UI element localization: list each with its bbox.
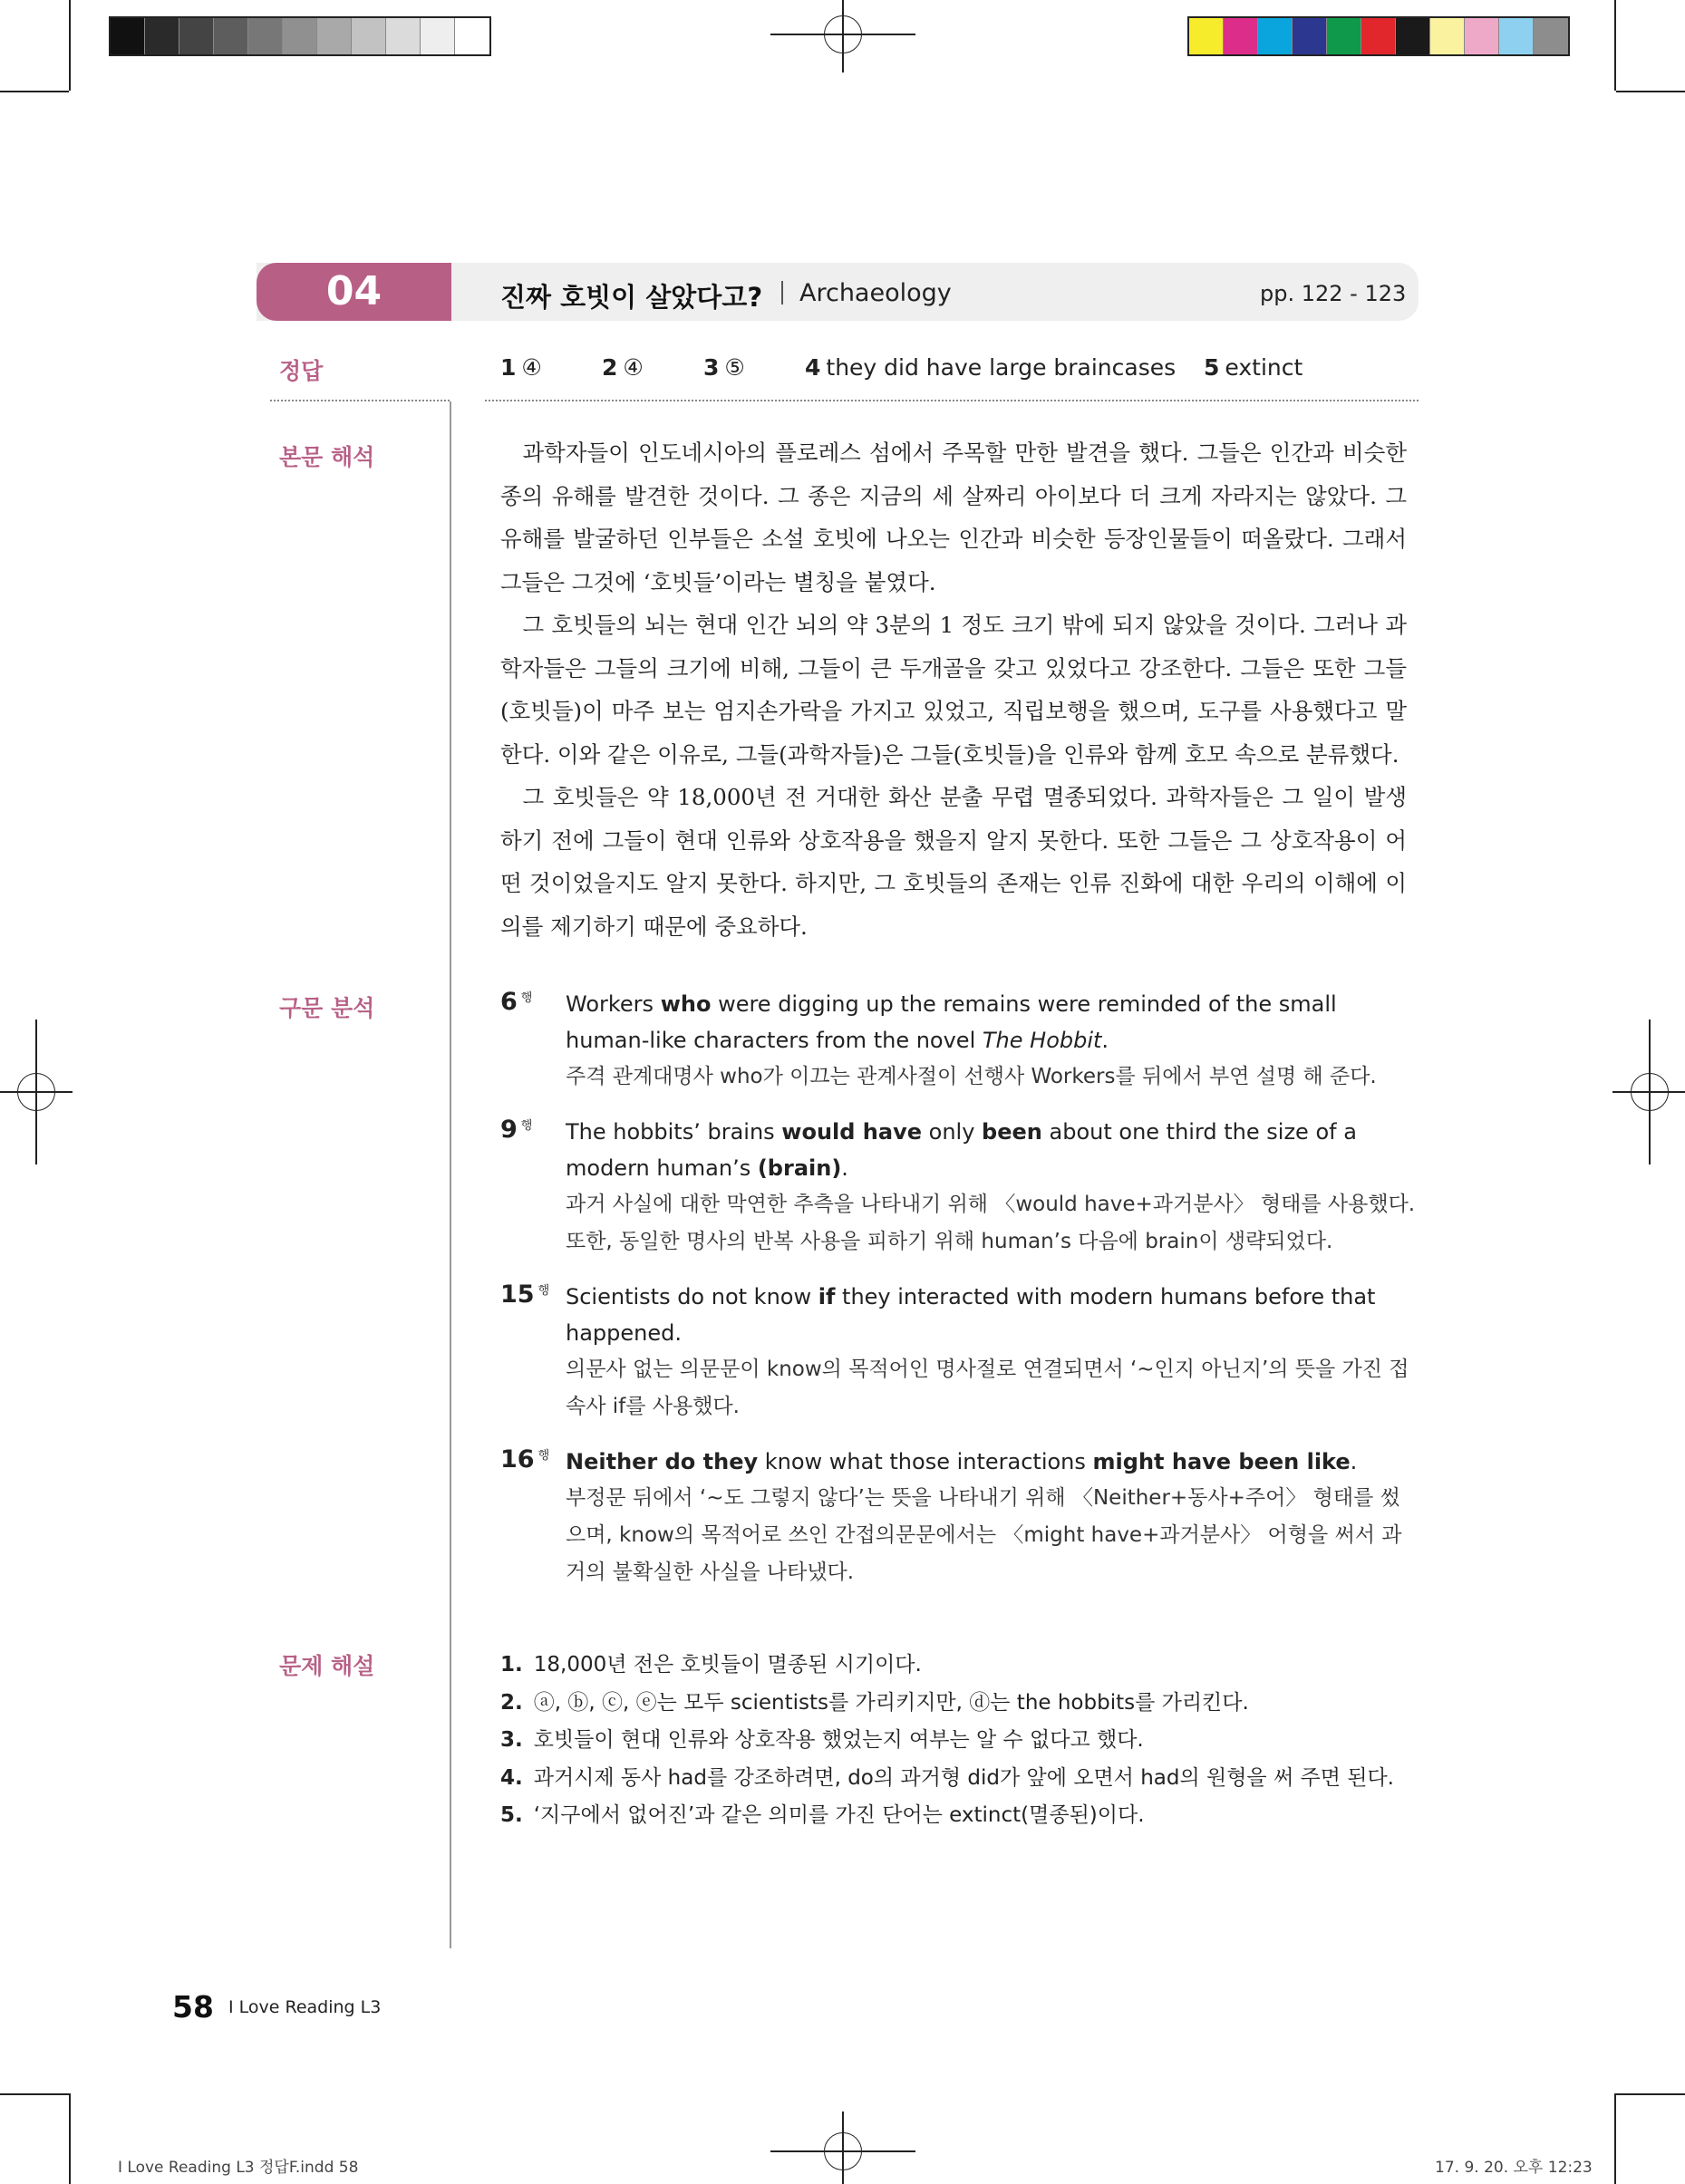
explanation-item: 4. 과거시제 동사 had를 강조하려면, do의 과거형 did가 앞에 오면서 had의 원형을 써 주면 된다. (500, 1765, 1394, 1790)
translation-body (500, 431, 1407, 948)
color-swatch (317, 18, 352, 54)
color-swatch (386, 18, 421, 54)
syntax-item (500, 1114, 1416, 1261)
syntax-item (500, 986, 1416, 1096)
answer-item: 1 ④ (500, 354, 542, 381)
explanation-label: 문제 해설 (279, 1653, 375, 1679)
page-number: 58 (172, 1989, 214, 2025)
color-swatch (1465, 18, 1499, 54)
gray-color-bar (109, 16, 491, 56)
answer-item: 5 extinct (1204, 354, 1303, 381)
color-swatch (1534, 18, 1568, 54)
color-swatch (455, 18, 489, 54)
line-reference: 16 $^행$ (500, 1445, 550, 1474)
color-swatch (248, 18, 283, 54)
crop-mark (69, 2093, 71, 2184)
korean-explanation: 또한, 동일한 명사의 반복 사용을 피하기 위해 human’s 다음에 brain이 생략되었다. (566, 1230, 1333, 1253)
chapter-title: 진짜 호빗이 살았다고? (500, 282, 763, 313)
print-file-name: I Love Reading L3 정답F.indd 58 (118, 2159, 359, 2177)
translation-paragraph: 그 호빗들은 약 18,000년 전 거대한 화산 분출 무렵 멸종되었다. 과학자들은 그 일이 발생하기 전에 그들이 현대 인류와 상호작용을 했을지 알지 못한다. 또한 그들은 그 상호작용이 어떤 것이었을지도 알지 못한다. 하지만, 그 호빗들의 존재는 인류 진화에 대한 우리의 이해에 이의를 제기하기 때문에 중요하다. (500, 784, 1407, 940)
color-swatch (179, 18, 214, 54)
explanation-item: 2. ⓐ, ⓑ, ⓒ, ⓔ는 모두 scientists를 가리키지만, ⓓ는 the hobbits를 가리킨다. (500, 1690, 1249, 1715)
translation-paragraph: 과학자들이 인도네시아의 플로레스 섬에서 주목할 만한 발견을 했다. 그들은 인간과 비슷한 종의 유해를 발견한 것이다. 그 종은 지금의 세 살짜리 아이보다 더 크게 자라지는 않았다. 그 유해를 발굴하던 인부들은 소설 호빗에 나오는 인간과 비슷한 등장인물들이 떠올랐다. 그래서 그들은 그것에 ‘호빗들’이라는 별칭을 붙였다. (500, 440, 1407, 595)
color-swatch (1293, 18, 1327, 54)
color-swatch (283, 18, 317, 54)
color-swatch (1499, 18, 1534, 54)
korean-explanation: 의문사 없는 의문문이 know의 목적어인 명사절로 연결되면서 ‘~인지 아닌지’의 뜻을 가진 접속사 if를 사용했다. (566, 1358, 1409, 1418)
crop-mark (0, 91, 69, 92)
print-timestamp: 17. 9. 20. 오후 12:23 (1435, 2159, 1593, 2177)
korean-explanation: 부정문 뒤에서 ‘~도 그렇지 않다’는 뜻을 나타내기 위해 〈Neither+동사+주어〉 형태를 썼으며, know의 목적어로 쓰인 간접의문문에서는 〈might have+과거분사〉 어형을 써서 과거의 불확실한 사실을 나타냈다. (566, 1486, 1402, 1584)
crop-mark (1616, 91, 1685, 92)
book-title: I Love Reading L3 (228, 1997, 382, 2017)
syntax-label: 구문 분석 (279, 995, 375, 1021)
line-reference: 15 $^행$ (500, 1280, 550, 1309)
color-swatch (421, 18, 455, 54)
answer-item: 3 ⑤ (703, 354, 745, 381)
line-reference: 6 $^행$ (500, 988, 533, 1016)
process-color-bar (1187, 16, 1570, 56)
title-divider (781, 281, 783, 304)
color-swatch (1327, 18, 1361, 54)
explanation-item: 3. 호빗들이 현대 인류와 상호작용 했었는지 여부는 알 수 없다고 했다. (500, 1728, 1144, 1752)
color-swatch (1430, 18, 1465, 54)
crop-mark (1614, 0, 1616, 91)
color-swatch (1189, 18, 1224, 54)
korean-explanation: 과거 사실에 대한 막연한 추측을 나타내기 위해 〈would have+과거분사〉 형태를 사용했다. (566, 1193, 1416, 1216)
column-divider (450, 401, 451, 1948)
crop-mark (1616, 2093, 1685, 2095)
color-swatch (111, 18, 145, 54)
english-sentence: Scientists do not know if they interacted with modern humans before that happened. (566, 1284, 1376, 1346)
translation-label: 본문 해석 (279, 444, 375, 470)
answers-label: 정답 (279, 358, 324, 384)
chapter-subject: Archaeology (799, 279, 952, 307)
english-sentence: The hobbits’ brains would have only been about one third the size of a modern human’s (brain). (566, 1119, 1357, 1181)
english-sentence: Workers who were digging up the remains were reminded of the small human-like characters from the novel The Hobbit. (566, 991, 1337, 1053)
translation-paragraph: 그 호빗들의 뇌는 현대 인간 뇌의 약 3분의 1 정도 크기 밖에 되지 않았을 것이다. 그러나 과학자들은 그들의 크기에 비해, 그들이 큰 두개골을 갖고 있었다고 강조한다. 그들은 또한 그들(호빗들)이 마주 보는 엄지손가락을 가지고 있었고, 직립보행을 했으며, 도구를 사용했다고 말한다. 이와 같은 이유로, 그들(과학자들)은 그들(호빗들)을 인류와 함께 호모 속으로 분류했다. (500, 612, 1407, 768)
color-swatch (352, 18, 386, 54)
answer-item: 2 ④ (602, 354, 644, 381)
syntax-item (500, 1279, 1416, 1425)
section-divider (270, 400, 450, 401)
color-swatch (145, 18, 179, 54)
section-divider (485, 400, 1419, 401)
crop-mark (0, 2093, 69, 2095)
explanation-list (500, 1647, 1394, 1835)
explanation-item: 5. ‘지구에서 없어진’과 같은 의미를 가진 단어는 extinct(멸종된)이다. (500, 1803, 1145, 1827)
page-range: pp. 122 - 123 (1260, 281, 1407, 306)
english-sentence: Neither do they know what those interactions might have been like. (566, 1449, 1358, 1474)
syntax-item (500, 1444, 1416, 1591)
korean-explanation: 주격 관계대명사 who가 이끄는 관계사절이 선행사 Workers를 뒤에서 부연 설명 해 준다. (566, 1065, 1377, 1088)
color-swatch (1224, 18, 1258, 54)
explanation-item: 1. 18,000년 전은 호빗들이 멸종된 시기이다. (500, 1653, 922, 1677)
crop-mark (69, 0, 71, 91)
answer-item: 4 they did have large braincases (805, 354, 1177, 381)
chapter-number: 04 (257, 263, 451, 321)
color-swatch (1396, 18, 1430, 54)
color-swatch (1258, 18, 1293, 54)
line-reference: 9 $^행$ (500, 1116, 533, 1144)
crop-mark (1614, 2093, 1616, 2184)
color-swatch (214, 18, 248, 54)
color-swatch (1361, 18, 1396, 54)
